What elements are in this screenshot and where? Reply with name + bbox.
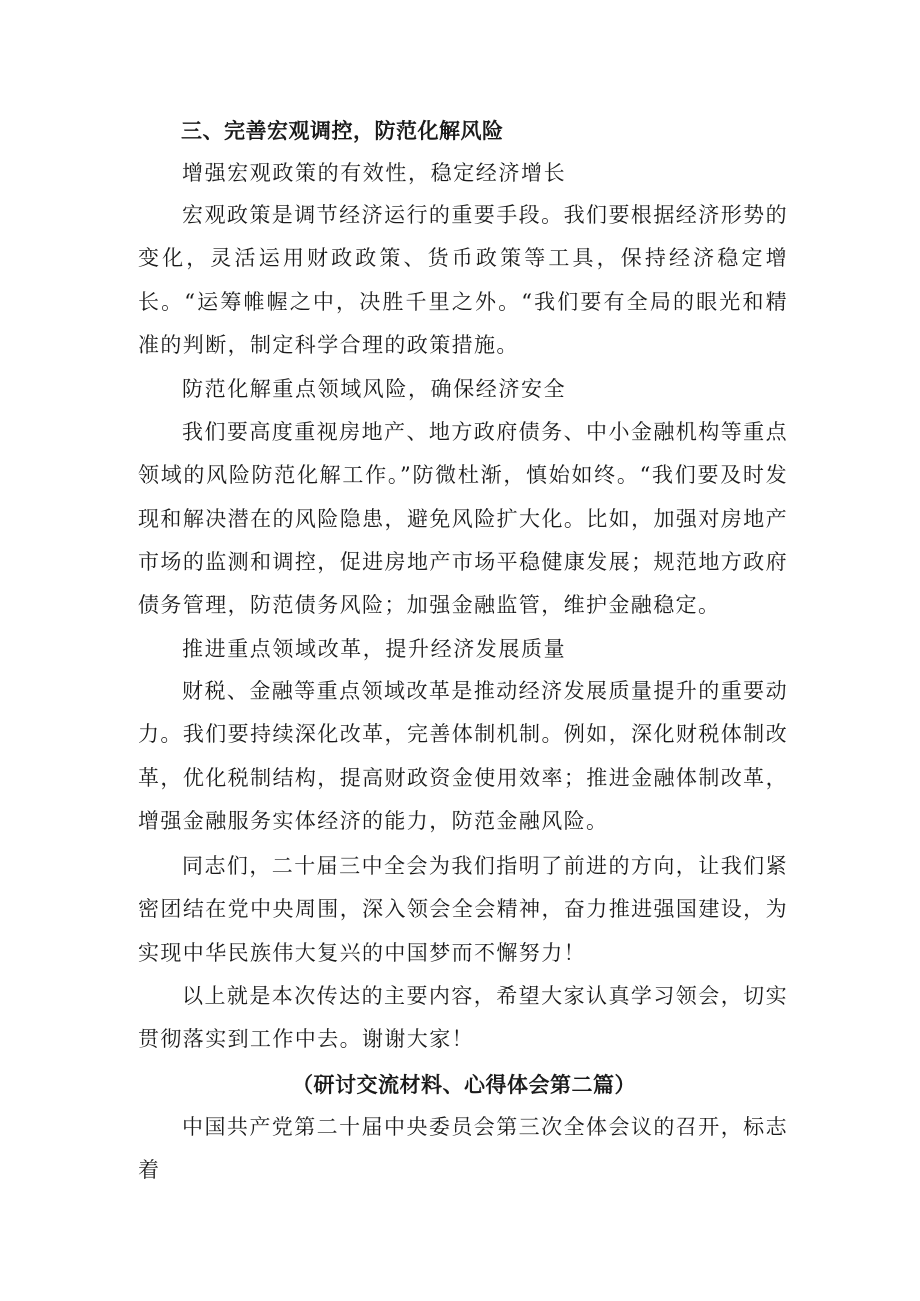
paragraph-key-risks: 我们要高度重视房地产、地方政府债务、中小金融机构等重点领域的风险防范化解工作。”防微杜渐，慎始如终。“我们要及时发现和解决潜在的风险隐患，避免风险扩大化。比如，加强对房地产市场的监测和调控，促进房地产市场平稳健康发展；规范地方政府债务管理，防范债务风险；加强金融监管，维护金融稳定。 bbox=[138, 420, 788, 618]
paragraph-fiscal-reform: 财税、金融等重点领域改革是推动经济发展质量提升的重要动力。我们要持续深化改革，完善体制机制。例如，深化财税体制改革，优化税制结构，提高财政资金使用效率；推进金融体制改革，增强金融服务实体经济的能力，防范金融风险。 bbox=[138, 679, 788, 833]
subheading-risk-prevention: 防范化解重点领域风险，确保经济安全 bbox=[182, 377, 567, 401]
section-heading: 三、完善宏观调控，防范化解风险 bbox=[181, 119, 504, 143]
subheading-reform: 推进重点领域改革，提升经济发展质量 bbox=[182, 637, 567, 661]
paragraph-comrades: 同志们，二十届三中全会为我们指明了前进的方向，让我们紧密团结在党中央周围，深入领会全会精神，奋力推进强国建设，为实现中华民族伟大复兴的中国梦而不懈努力！ bbox=[138, 854, 788, 965]
article-title: （研讨交流材料、心得体会第二篇） bbox=[292, 1073, 636, 1097]
subheading-stable-growth: 增强宏观政策的有效性，稳定经济增长 bbox=[182, 161, 567, 185]
paragraph-closing: 以上就是本次传达的主要内容，希望大家认真学习领会，切实贯彻落实到工作中去。谢谢大家！ bbox=[138, 984, 788, 1052]
paragraph-macro-policy: 宏观政策是调节经济运行的重要手段。我们要根据经济形势的变化，灵活运用财政政策、货币政策等工具，保持经济稳定增长。“运筹帷幄之中，决胜千里之外。“我们要有全局的眼光和精准的判断，制定科学合理的政策措施。 bbox=[138, 203, 788, 357]
paragraph-second-article-start: 中国共产党第二十届中央委员会第三次全体会议的召开，标志着 bbox=[138, 1115, 788, 1183]
